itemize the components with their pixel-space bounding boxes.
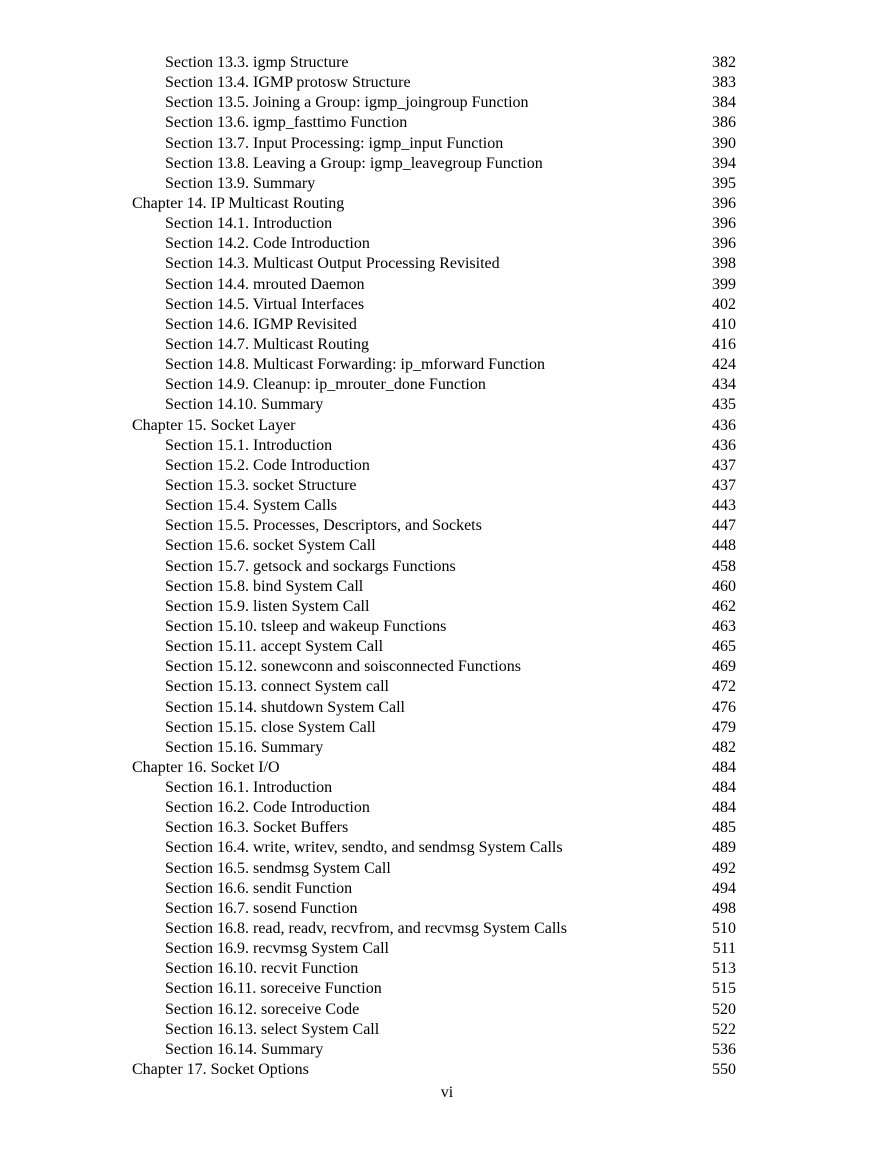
toc-entry-page-number: 476 — [712, 698, 736, 716]
toc-section-entry[interactable] — [0, 959, 894, 979]
toc-entry-title: Section 14.5. Virtual Interfaces — [165, 295, 365, 313]
toc-entry-page-number: 410 — [712, 315, 736, 333]
toc-entry-page-number: 382 — [712, 54, 736, 71]
toc-entry-page-number: 448 — [712, 537, 736, 555]
toc-entry-title: Section 14.1. Introduction — [165, 215, 333, 233]
toc-section-entry[interactable] — [0, 919, 894, 939]
toc-entry-page-number: 399 — [712, 275, 736, 293]
toc-entry-title: Section 16.5. sendmsg System Call — [165, 859, 391, 877]
toc-section-entry[interactable] — [0, 154, 894, 174]
toc-section-entry[interactable] — [0, 798, 894, 818]
toc-chapter-entry[interactable] — [0, 1060, 894, 1080]
toc-entry-title: Section 13.8. Leaving a Group: igmp_leavegroup Function — [165, 154, 543, 172]
toc-section-entry[interactable] — [0, 818, 894, 838]
toc-section-entry[interactable] — [0, 73, 894, 93]
toc-section-entry[interactable] — [0, 496, 894, 516]
toc-section-entry[interactable] — [0, 516, 894, 536]
toc-section-entry[interactable] — [0, 597, 894, 617]
toc-section-entry[interactable] — [0, 395, 894, 415]
toc-entry-title: Section 14.2. Code Introduction — [165, 235, 370, 253]
toc-entry-title: Section 14.8. Multicast Forwarding: ip_mforward Function — [165, 356, 545, 374]
toc-section-entry[interactable] — [0, 1040, 894, 1060]
toc-section-entry[interactable] — [0, 536, 894, 556]
toc-entry-page-number: 386 — [712, 114, 736, 132]
toc-entry-title: Section 15.2. Code Introduction — [165, 456, 370, 474]
toc-chapter-entry[interactable] — [0, 194, 894, 214]
toc-entry-title: Section 14.4. mrouted Daemon — [165, 275, 365, 293]
toc-entry-page-number: 479 — [712, 718, 736, 736]
toc-entry-title: Section 15.12. sonewconn and soisconnected Functions — [165, 658, 521, 676]
table-of-contents — [0, 53, 894, 1080]
toc-section-entry[interactable] — [0, 577, 894, 597]
toc-entry-page-number: 436 — [712, 416, 736, 434]
toc-entry-title: Section 15.10. tsleep and wakeup Functions — [165, 617, 447, 635]
toc-entry-page-number: 550 — [712, 1061, 736, 1079]
toc-entry-title: Chapter 14. IP Multicast Routing — [132, 194, 345, 212]
toc-entry-page-number: 396 — [712, 235, 736, 253]
toc-entry-page-number: 395 — [712, 174, 736, 192]
toc-entry-title: Section 15.7. getsock and sockargs Functions — [165, 557, 456, 575]
toc-entry-title: Section 14.10. Summary — [165, 396, 324, 414]
toc-section-entry[interactable] — [0, 838, 894, 858]
toc-entry-page-number: 469 — [712, 658, 736, 676]
toc-entry-title: Section 13.3. igmp Structure — [165, 54, 349, 71]
toc-entry-page-number: 436 — [712, 436, 736, 454]
toc-entry-page-number: 447 — [712, 517, 736, 535]
toc-entry-title: Section 14.7. Multicast Routing — [165, 335, 369, 353]
toc-entry-title: Section 16.7. sosend Function — [165, 899, 358, 917]
toc-entry-page-number: 463 — [712, 617, 736, 635]
toc-entry-title: Section 15.1. Introduction — [165, 436, 333, 454]
toc-entry-page-number: 484 — [712, 779, 736, 797]
toc-section-entry[interactable] — [0, 778, 894, 798]
page-number: vi — [440, 1084, 454, 1101]
toc-entry-title: Chapter 15. Socket Layer — [132, 416, 296, 434]
toc-entry-title: Section 13.7. Input Processing: igmp_input Function — [165, 134, 504, 152]
toc-section-entry[interactable] — [0, 134, 894, 154]
toc-entry-page-number: 484 — [712, 799, 736, 817]
toc-entry-page-number: 435 — [712, 396, 736, 414]
toc-entry-title: Section 13.4. IGMP protosw Structure — [165, 74, 411, 92]
toc-entry-page-number: 402 — [712, 295, 736, 313]
toc-section-entry[interactable] — [0, 879, 894, 899]
toc-entry-title: Section 16.13. select System Call — [165, 1020, 380, 1038]
toc-entry-title: Section 15.4. System Calls — [165, 497, 337, 515]
toc-entry-title: Section 15.13. connect System call — [165, 678, 389, 696]
toc-entry-page-number: 396 — [712, 215, 736, 233]
toc-section-entry[interactable] — [0, 476, 894, 496]
toc-section-entry[interactable] — [0, 859, 894, 879]
toc-entry-page-number: 424 — [712, 356, 736, 374]
toc-section-entry[interactable] — [0, 93, 894, 113]
toc-section-entry[interactable] — [0, 657, 894, 677]
toc-entry-page-number: 492 — [712, 859, 736, 877]
toc-entry-title: Section 16.2. Code Introduction — [165, 799, 370, 817]
toc-entry-page-number: 394 — [712, 154, 736, 172]
toc-entry-page-number: 522 — [712, 1020, 736, 1038]
toc-entry-page-number: 398 — [712, 255, 736, 273]
toc-section-entry[interactable] — [0, 53, 894, 73]
toc-entry-page-number: 484 — [712, 758, 736, 776]
toc-section-entry[interactable] — [0, 355, 894, 375]
toc-entry-page-number: 462 — [712, 597, 736, 615]
toc-entry-page-number: 434 — [712, 376, 736, 394]
toc-entry-page-number: 437 — [712, 456, 736, 474]
toc-section-entry[interactable] — [0, 979, 894, 999]
toc-entry-page-number: 485 — [712, 819, 736, 837]
toc-entry-page-number: 489 — [712, 839, 736, 857]
toc-section-entry[interactable] — [0, 214, 894, 234]
toc-section-entry[interactable] — [0, 254, 894, 274]
toc-entry-title: Section 13.9. Summary — [165, 174, 316, 192]
toc-section-entry[interactable] — [0, 617, 894, 637]
toc-section-entry[interactable] — [0, 375, 894, 395]
toc-section-entry[interactable] — [0, 899, 894, 919]
toc-chapter-entry[interactable] — [0, 758, 894, 778]
toc-entry-page-number: 498 — [712, 899, 736, 917]
toc-entry-title: Section 16.11. soreceive Function — [165, 980, 382, 998]
toc-entry-title: Section 15.14. shutdown System Call — [165, 698, 405, 716]
toc-entry-title: Section 16.10. recvit Function — [165, 960, 359, 978]
toc-entry-page-number: 384 — [712, 94, 736, 112]
toc-entry-title: Section 15.9. listen System Call — [165, 597, 370, 615]
toc-entry-title: Section 15.6. socket System Call — [165, 537, 376, 555]
toc-entry-title: Section 16.3. Socket Buffers — [165, 819, 349, 837]
toc-entry-title: Section 16.6. sendit Function — [165, 879, 353, 897]
toc-section-entry[interactable] — [0, 637, 894, 657]
toc-entry-title: Section 16.1. Introduction — [165, 779, 333, 797]
toc-entry-page-number: 396 — [712, 194, 736, 212]
toc-entry-title: Section 15.3. socket Structure — [165, 476, 357, 494]
toc-entry-page-number: 458 — [712, 557, 736, 575]
toc-entry-page-number: 515 — [712, 980, 736, 998]
toc-section-entry[interactable] — [0, 677, 894, 697]
toc-entry-title: Section 14.9. Cleanup: ip_mrouter_done Function — [165, 376, 486, 394]
toc-entry-page-number: 465 — [712, 638, 736, 656]
toc-section-entry[interactable] — [0, 557, 894, 577]
toc-entry-page-number: 482 — [712, 738, 736, 756]
toc-entry-page-number: 383 — [712, 74, 736, 92]
toc-entry-title: Section 16.12. soreceive Code — [165, 1000, 360, 1018]
toc-section-entry[interactable] — [0, 1020, 894, 1040]
toc-entry-page-number: 472 — [712, 678, 736, 696]
toc-chapter-entry[interactable] — [0, 416, 894, 436]
toc-entry-title: Chapter 17. Socket Options — [132, 1061, 309, 1079]
toc-entry-title: Section 16.14. Summary — [165, 1040, 324, 1058]
toc-entry-title: Section 13.6. igmp_fasttimo Function — [165, 114, 408, 132]
toc-entry-page-number: 513 — [712, 960, 736, 978]
toc-entry-page-number: 494 — [712, 879, 736, 897]
toc-entry-title: Section 14.6. IGMP Revisited — [165, 315, 357, 333]
toc-entry-title: Section 15.5. Processes, Descriptors, and Sockets — [165, 517, 482, 535]
toc-section-entry[interactable] — [0, 738, 894, 758]
toc-entry-page-number: 437 — [712, 476, 736, 494]
toc-entry-page-number: 443 — [712, 497, 736, 515]
toc-section-entry[interactable] — [0, 698, 894, 718]
toc-entry-title: Section 15.11. accept System Call — [165, 638, 384, 656]
toc-entry-title: Section 13.5. Joining a Group: igmp_joingroup Function — [165, 94, 529, 112]
toc-entry-title: Chapter 16. Socket I/O — [132, 758, 280, 776]
toc-entry-title: Section 16.9. recvmsg System Call — [165, 940, 389, 958]
toc-entry-page-number: 390 — [712, 134, 736, 152]
toc-section-entry[interactable] — [0, 436, 894, 456]
toc-section-entry[interactable] — [0, 234, 894, 254]
toc-entry-page-number: 416 — [712, 335, 736, 353]
toc-section-entry[interactable] — [0, 275, 894, 295]
toc-section-entry[interactable] — [0, 295, 894, 315]
toc-section-entry[interactable] — [0, 718, 894, 738]
toc-section-entry[interactable] — [0, 113, 894, 133]
toc-entry-page-number: 511 — [712, 940, 736, 958]
toc-section-entry[interactable] — [0, 335, 894, 355]
toc-entry-page-number: 510 — [712, 920, 736, 938]
toc-section-entry[interactable] — [0, 315, 894, 335]
toc-section-entry[interactable] — [0, 456, 894, 476]
toc-entry-title: Section 15.16. Summary — [165, 738, 324, 756]
toc-entry-page-number: 536 — [712, 1040, 736, 1058]
toc-entry-page-number: 460 — [712, 577, 736, 595]
toc-section-entry[interactable] — [0, 1000, 894, 1020]
toc-entry-title: Section 16.4. write, writev, sendto, and sendmsg System Calls — [165, 839, 563, 857]
toc-section-entry[interactable] — [0, 174, 894, 194]
toc-entry-title: Section 15.8. bind System Call — [165, 577, 364, 595]
toc-entry-page-number: 520 — [712, 1000, 736, 1018]
toc-entry-title: Section 16.8. read, readv, recvfrom, and recvmsg System Calls — [165, 920, 567, 938]
toc-section-entry[interactable] — [0, 939, 894, 959]
toc-entry-title: Section 15.15. close System Call — [165, 718, 376, 736]
toc-entry-title: Section 14.3. Multicast Output Processing Revisited — [165, 255, 500, 273]
